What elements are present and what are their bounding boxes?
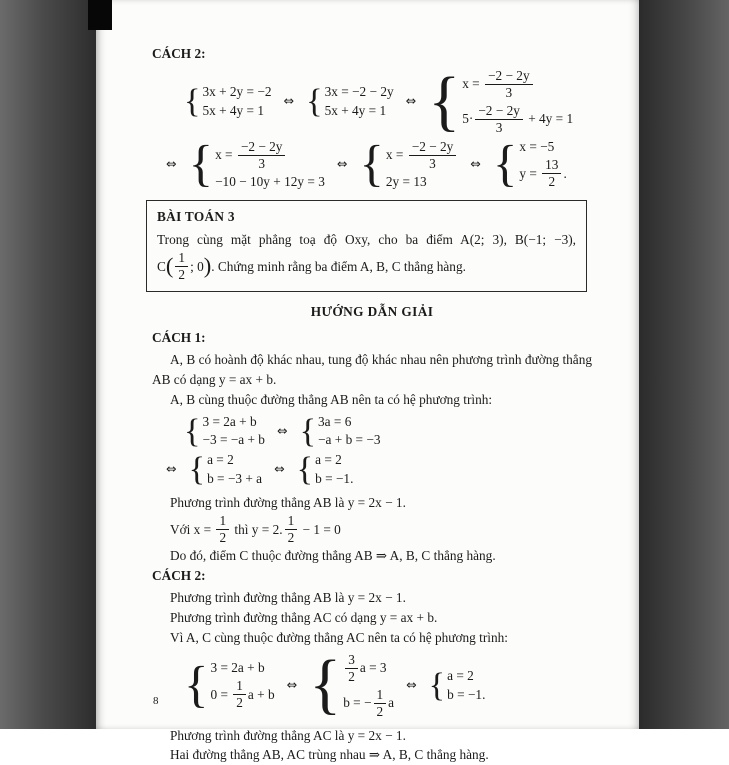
equivalence-arrow: ⇔ — [336, 156, 348, 172]
system-line — [343, 687, 394, 720]
equation-system — [429, 668, 486, 703]
math-text: a = 3 — [359, 659, 387, 675]
system-lines — [447, 668, 485, 703]
equivalence-arrow: ⇔ — [276, 422, 288, 438]
equation-system — [359, 135, 458, 192]
math-text: a — [388, 694, 395, 710]
math-text: 5x + 4y = 1 — [324, 102, 387, 118]
system-brace: { — [359, 135, 384, 192]
fraction-numerator: 1 — [233, 678, 246, 695]
math-text: −3 = −a + b — [202, 432, 265, 448]
fraction-numerator: 1 — [175, 250, 188, 267]
fraction-numerator: −2 − 2y — [475, 103, 523, 120]
fraction-denominator: 3 — [258, 155, 265, 171]
system-line — [215, 174, 325, 191]
system-line — [386, 139, 458, 172]
book-page — [96, 0, 639, 763]
system-line — [202, 103, 264, 120]
system-solution-block — [152, 648, 592, 722]
math-row — [182, 64, 592, 138]
equation-system — [299, 411, 381, 450]
fraction-denominator: 2 — [348, 668, 355, 684]
big-paren: ( — [165, 253, 174, 279]
math-text: 5x + 4y = 1 — [202, 102, 265, 118]
paragraph: A, B cùng thuộc đường thẳng AB nên ta có hệ phương trình: — [170, 391, 493, 407]
solution-guide-heading: HƯỚNG DẪN GIẢI — [310, 304, 434, 320]
system-line — [318, 414, 351, 431]
math-fraction — [374, 687, 387, 720]
equation-system — [184, 656, 275, 713]
math-fraction — [233, 678, 246, 711]
system-brace: { — [299, 411, 317, 450]
equivalence-arrow: ⇔ — [286, 677, 298, 693]
math-text: a = 2 — [447, 668, 474, 683]
math-row — [156, 449, 592, 488]
paragraph: Phương trình đường thẳng AB là y = 2x − 1. — [170, 589, 406, 605]
right-dark-edge — [639, 0, 729, 729]
math-text: Với x = — [170, 521, 215, 537]
math-fraction — [345, 652, 358, 685]
system-line — [386, 174, 427, 191]
math-text: x = — [462, 76, 483, 92]
system-brace: { — [184, 82, 201, 121]
math-text: 2y = 13 — [385, 173, 427, 189]
math-text: thì y = 2. — [231, 521, 283, 537]
fraction-numerator: −2 − 2y — [409, 139, 457, 156]
system-lines — [202, 84, 271, 119]
math-text: a = 2 — [207, 451, 234, 467]
fraction-numerator: 3 — [345, 652, 358, 669]
fraction-numerator: 1 — [374, 687, 387, 704]
math-text: b = −3 + a — [207, 470, 263, 486]
page-content — [152, 44, 592, 765]
system-lines — [202, 414, 265, 449]
system-line — [447, 668, 474, 685]
inline-math-paragraph — [170, 513, 592, 546]
system-brace: { — [492, 135, 518, 192]
math-text: a + b — [247, 686, 275, 702]
system-line — [462, 68, 534, 101]
math-text: a = 2 — [315, 451, 342, 467]
system-line — [325, 103, 387, 120]
fraction-denominator: 2 — [376, 703, 384, 719]
paragraph: Hai đường thẳng AB, AC trùng nhau ⇒ A, B, C thẳng hàng. — [170, 747, 489, 763]
math-text: . Chứng minh rằng ba điểm A, B, C thẳng hàng. — [211, 258, 466, 274]
system-lines — [210, 660, 274, 712]
math-fraction — [175, 250, 188, 283]
math-fraction — [485, 68, 533, 101]
math-text: x = −5 — [519, 138, 555, 154]
math-text: b = − — [343, 694, 372, 710]
system-line — [202, 84, 271, 101]
system-line — [202, 432, 265, 449]
system-lines — [325, 84, 394, 119]
system-line — [325, 84, 394, 101]
equivalence-arrow: ⇔ — [166, 156, 177, 172]
equation-system — [306, 84, 394, 119]
equation-system — [296, 449, 354, 488]
fraction-denominator: 2 — [548, 174, 556, 190]
fraction-numerator: −2 − 2y — [238, 139, 286, 156]
math-text: . — [563, 165, 567, 181]
method-2b-heading: CÁCH 2: — [152, 567, 206, 583]
system-line — [447, 687, 485, 704]
paragraph: Phương trình đường thẳng AC có dạng y = ax + b. — [170, 609, 438, 625]
equation-system — [184, 411, 265, 450]
math-text: 0 = — [210, 686, 232, 702]
top-left-corner-shadow — [88, 0, 112, 30]
equation-system — [188, 135, 325, 192]
math-text: x = — [385, 146, 407, 162]
math-fraction — [216, 513, 229, 546]
method-1-heading: CÁCH 1: — [152, 329, 206, 345]
system-brace: { — [184, 411, 201, 450]
math-text: 3 = 2a + b — [210, 659, 265, 675]
math-fraction — [238, 139, 286, 172]
system-line — [202, 414, 256, 431]
system-lines — [315, 452, 353, 487]
math-text: 3x + 2y = −2 — [202, 84, 272, 100]
equation-system — [184, 84, 272, 119]
system-line — [343, 652, 386, 685]
system-line — [519, 139, 554, 156]
math-fraction — [542, 157, 561, 190]
fraction-denominator: 2 — [236, 695, 243, 711]
paragraph: Do đó, điểm C thuộc đường thẳng AB ⇒ A, B, C thẳng hàng. — [170, 548, 496, 564]
system-brace: { — [188, 135, 214, 192]
fraction-denominator: 3 — [505, 84, 513, 100]
math-text: − 1 = 0 — [299, 521, 341, 537]
math-text: −a + b = −3 — [318, 432, 381, 448]
fraction-denominator: 2 — [178, 267, 186, 283]
math-text: 5· — [462, 110, 474, 126]
equation-system — [492, 135, 567, 192]
system-lines — [386, 139, 458, 191]
system-brace: { — [184, 656, 209, 713]
system-line — [210, 660, 264, 677]
math-row — [156, 135, 592, 192]
math-fraction — [409, 139, 457, 172]
math-text: ; 0 — [190, 258, 204, 274]
math-text: 3x = −2 − 2y — [324, 84, 394, 100]
system-line — [315, 471, 353, 488]
system-line — [462, 103, 573, 136]
system-line — [207, 471, 262, 488]
system-brace: { — [309, 648, 342, 722]
math-fraction — [475, 103, 523, 136]
math-text: x = — [215, 146, 236, 162]
system-lines — [519, 139, 566, 191]
math-text: −10 − 10y + 12y = 3 — [215, 173, 325, 189]
page-number: 8 — [153, 695, 159, 707]
system-lines — [318, 414, 381, 449]
system-lines — [215, 139, 325, 191]
system-brace: { — [296, 449, 314, 488]
math-text: + 4y = 1 — [524, 110, 574, 126]
method-2-heading: CÁCH 2: — [152, 46, 206, 61]
system-lines — [462, 68, 573, 136]
equation-system — [428, 64, 574, 138]
problem-3-text-line1: Trong cùng mặt phẳng toạ độ Oxy, cho ba điểm A(2; 3), B(−1; −3), — [157, 232, 576, 248]
equivalence-arrow: ⇔ — [406, 677, 417, 693]
system-line — [318, 432, 381, 449]
paragraph: A, B có hoành độ khác nhau, tung độ khác nhau nên phương trình đường thẳng AB có dạng y = ax + b. — [152, 351, 592, 387]
fraction-numerator: 1 — [285, 513, 298, 530]
math-row — [182, 648, 592, 722]
paragraph: Phương trình đường thẳng AC là y = 2x − 1. — [170, 727, 406, 743]
equivalence-arrow: ⇔ — [470, 156, 481, 172]
fraction-denominator: 3 — [429, 155, 436, 171]
fraction-numerator: 13 — [542, 157, 561, 174]
system-line — [210, 678, 274, 711]
problem-3-box — [146, 200, 587, 292]
equivalence-arrow: ⇔ — [283, 93, 295, 109]
fraction-denominator: 3 — [495, 119, 503, 135]
equation-system — [309, 648, 395, 722]
system-solution-block — [152, 64, 592, 192]
fraction-denominator: 2 — [287, 530, 295, 546]
system-brace: { — [428, 666, 446, 705]
math-fraction — [285, 513, 298, 546]
fraction-numerator: 1 — [216, 513, 229, 530]
paragraph: Vì A, C cùng thuộc đường thẳng AC nên ta có hệ phương trình: — [170, 629, 508, 645]
system-brace: { — [306, 82, 323, 121]
equivalence-arrow: ⇔ — [405, 93, 417, 109]
system-line — [519, 157, 566, 190]
system-solution-block — [152, 411, 592, 488]
equation-system — [188, 449, 263, 488]
system-brace: { — [428, 64, 461, 138]
system-lines — [343, 652, 394, 720]
math-text: b = −1. — [315, 470, 354, 486]
fraction-denominator: 2 — [219, 530, 227, 546]
equivalence-arrow: ⇔ — [274, 461, 285, 477]
big-paren: ) — [203, 253, 212, 279]
system-line — [207, 452, 234, 469]
system-brace: { — [188, 449, 206, 488]
math-text: y = — [519, 165, 541, 181]
system-lines — [207, 452, 262, 487]
math-text: 3a = 6 — [318, 413, 352, 429]
math-row — [182, 411, 592, 450]
math-text: b = −1. — [447, 686, 486, 702]
fraction-numerator: −2 − 2y — [485, 68, 533, 85]
problem-3-text-line2 — [157, 250, 576, 283]
paragraph: Phương trình đường thẳng AB là y = 2x − 1. — [170, 495, 406, 511]
equivalence-arrow: ⇔ — [166, 461, 177, 477]
system-line — [315, 452, 342, 469]
system-line — [215, 139, 287, 172]
left-dark-edge — [0, 0, 96, 729]
math-text: 3 = 2a + b — [202, 413, 257, 429]
math-text: C — [157, 258, 166, 274]
problem-3-label: BÀI TOÁN 3 — [157, 209, 235, 225]
